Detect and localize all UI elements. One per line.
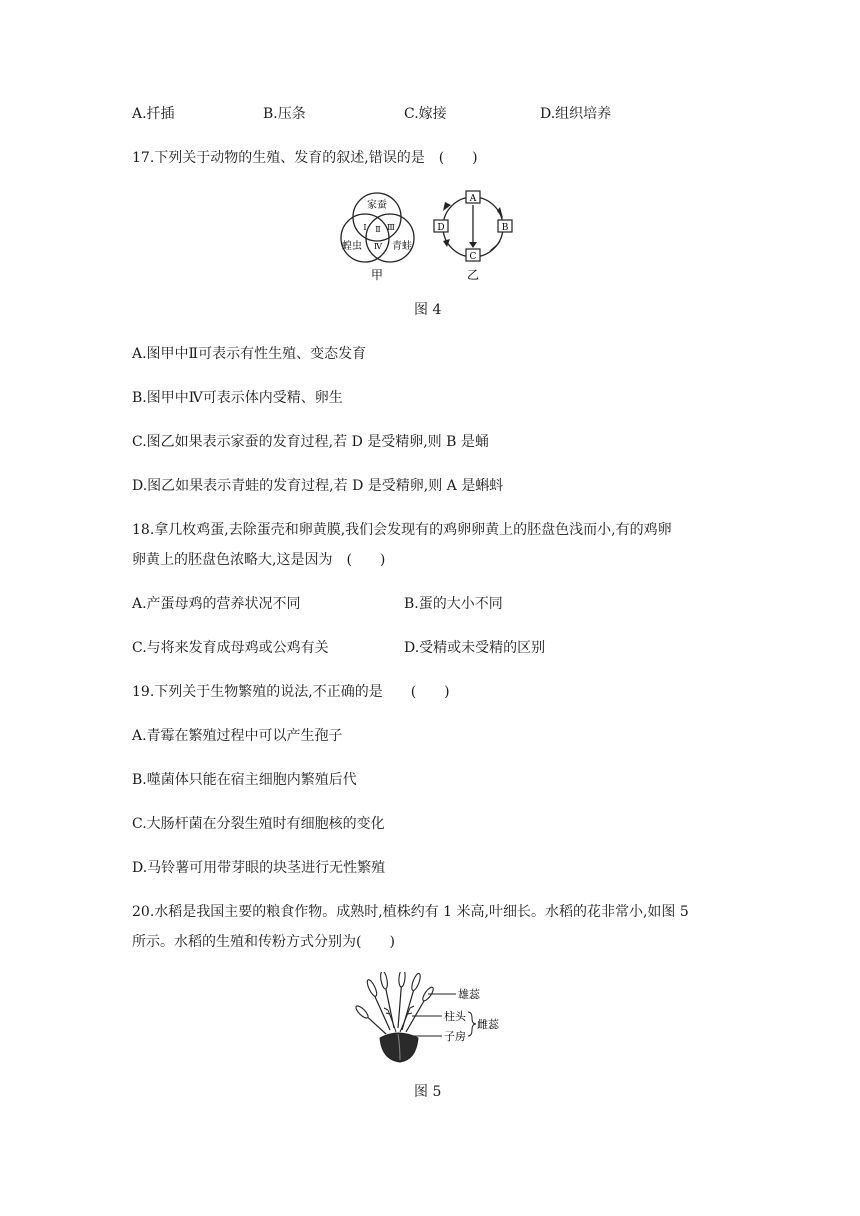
- q17-option-b: B.图甲中Ⅳ可表示体内受精、卵生: [132, 390, 343, 406]
- venn-label-left: 蝗虫: [342, 241, 362, 252]
- venn-label-right: 青蛙: [392, 241, 412, 252]
- q19-option-b: B.噬菌体只能在宿主细胞内繁殖后代: [132, 772, 357, 788]
- q19-option-c: C.大肠杆菌在分裂生殖时有细胞核的变化: [132, 816, 385, 832]
- venn-circle-right: [366, 214, 414, 262]
- q16-option-b: B.压条: [263, 106, 306, 122]
- figure-5-caption: 图 5: [414, 1084, 442, 1100]
- q18-option-d: D.受精或未受精的区别: [404, 640, 546, 656]
- q16-option-c: C.嫁接: [404, 106, 447, 122]
- venn-figure-label: 甲: [370, 268, 384, 282]
- cycle-node-a: A: [469, 194, 477, 204]
- figure-4: [335, 185, 525, 285]
- cycle-figure-label: 乙: [466, 268, 480, 282]
- venn-region-4: Ⅳ: [374, 242, 382, 251]
- q16-option-a: A.扦插: [132, 106, 175, 122]
- venn-region-3: Ⅲ: [387, 223, 395, 232]
- q18-stem-line1: 18.拿几枚鸡蛋,去除蛋壳和卵黄膜,我们会发现有的鸡卵卵黄上的胚盘色浅而小,有的鸡卵: [132, 522, 672, 538]
- q17-stem: 17.下列关于动物的生殖、发育的叙述,错误的是 ( ): [132, 150, 478, 166]
- q17-option-c: C.图乙如果表示家蚕的发育过程,若 D 是受精卵,则 B 是蛹: [132, 434, 489, 450]
- venn-region-1: Ⅰ: [363, 223, 367, 232]
- figure-5-rice-flower: [350, 972, 510, 1064]
- label-stigma: 柱头: [444, 1010, 466, 1023]
- cycle-node-c: C: [469, 252, 477, 262]
- venn-label-top: 家蚕: [367, 200, 387, 211]
- cycle-node-d: D: [437, 223, 445, 233]
- q19-option-a: A.青霉在繁殖过程中可以产生孢子: [132, 728, 343, 744]
- label-stamen: 雄蕊: [458, 988, 480, 1001]
- q20-stem-line2: 所示。水稻的生殖和传粉方式分别为( ): [132, 934, 395, 950]
- q16-option-d: D.组织培养: [540, 106, 612, 122]
- q20-stem-line1: 20.水稻是我国主要的粮食作物。成熟时,植株约有 1 米高,叶细长。水稻的花非常小,如图 5: [132, 904, 689, 920]
- figure-4-caption: 图 4: [414, 302, 442, 318]
- q18-option-a: A.产蛋母鸡的营养状况不同: [132, 596, 301, 612]
- label-pistil: 雌蕊: [477, 1018, 499, 1031]
- q18-option-b: B.蛋的大小不同: [404, 596, 503, 612]
- q18-option-c: C.与将来发育成母鸡或公鸡有关: [132, 640, 329, 656]
- q18-stem-line2: 卵黄上的胚盘色浓略大,这是因为 ( ): [132, 552, 386, 568]
- q19-option-d: D.马铃薯可用带芽眼的块茎进行无性繁殖: [132, 860, 386, 876]
- q17-option-d: D.图乙如果表示青蛙的发育过程,若 D 是受精卵,则 A 是蝌蚪: [132, 478, 504, 494]
- cycle-node-b: B: [501, 223, 509, 233]
- q17-option-a: A.图甲中Ⅱ可表示有性生殖、变态发育: [132, 346, 367, 362]
- venn-region-2: Ⅱ: [375, 225, 381, 234]
- label-ovary: 子房: [444, 1030, 466, 1043]
- q19-stem: 19.下列关于生物繁殖的说法,不正确的是 ( ): [132, 684, 450, 700]
- cycle-diagram: [443, 197, 503, 257]
